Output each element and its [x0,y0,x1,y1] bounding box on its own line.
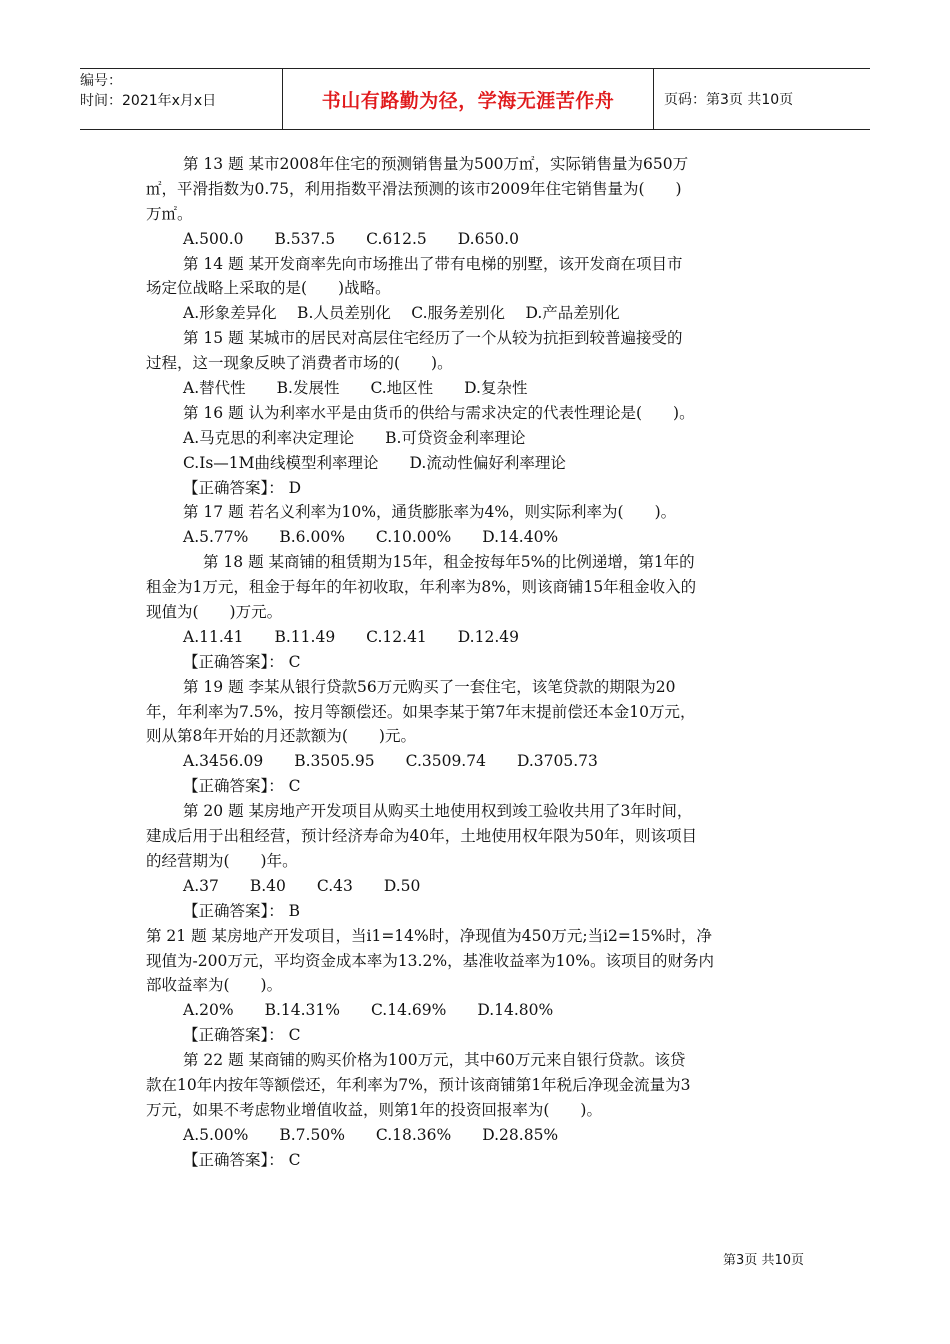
footer-page-number: 第3页 共10页 [723,1253,804,1268]
text-line: C.Is—1M曲线模型利率理论 D.流动性偏好利率理论 [183,453,566,472]
text-line: 【正确答案】： B [183,901,301,920]
text-line: 第 19 题 李某从银行贷款56万元购买了一套住宅，该笔贷款的期限为20 [183,677,676,696]
text-line: 【正确答案】： D [183,478,302,497]
date-label: 时间：2021年x月x日 [80,93,217,109]
text-line: A.替代性 B.发展性 C.地区性 D.复杂性 [183,379,528,398]
header-meta [80,69,282,129]
text-line: A.3456.09 B.3505.95 C.3509.74 D.3705.73 [183,752,598,771]
text-line: A.形象差异化 B.人员差别化 C.服务差别化 D.产品差别化 [183,304,620,323]
text-line: 第 22 题 某商铺的购买价格为100万元，其中60万元来自银行贷款。该贷 [183,1051,686,1070]
text-line: 现值为( )万元。 [146,603,283,622]
text-line: 场定位战略上采取的是( )战略。 [146,279,391,298]
text-line: 款在10年内按年等额偿还，年利率为7%，预计该商铺第1年税后净现金流量为3 [146,1075,691,1094]
text-line: A.20% B.14.31% C.14.69% D.14.80% [183,1001,554,1020]
text-line: 万元，如果不考虑物业增值收益，则第1年的投资回报率为( )。 [146,1100,602,1119]
text-line: 第 18 题 某商铺的租赁期为15年，租金按每年5%的比例递增，第1年的 [203,553,695,572]
text-line: 租金为1万元，租金于每年的年初收取，年利率为8%，则该商铺15年租金收入的 [146,578,697,597]
text-line: 第 20 题 某房地产开发项目从购买土地使用权到竣工验收共用了3年时间， [183,802,693,821]
text-line: A.5.00% B.7.50% C.18.36% D.28.85% [183,1125,559,1144]
text-line: 现值为-200万元，平均资金成本率为13.2%，基准收益率为10%。该项目的财务内 [146,951,715,970]
text-line: 第 21 题 某房地产开发项目，当i1=14%时，净现值为450万元;当i2=15%时，净 [146,926,712,945]
text-line: 【正确答案】： C [183,777,301,796]
text-line: 的经营期为( )年。 [146,851,298,870]
text-line: A.37 B.40 C.43 D.50 [183,876,421,895]
header-motto: 书山有路勤为径，学海无涯苦作舟 [282,69,654,129]
number-label: 编号： [80,73,122,89]
text-line: 第 14 题 某开发商率先向市场推出了带有电梯的别墅，该开发商在项目市 [183,254,683,273]
text-line: 【正确答案】： C [183,652,301,671]
text-line: 过程，这一现象反映了消费者市场的( )。 [146,354,453,373]
document-body [146,152,814,1173]
text-line: 第 16 题 认为利率水平是由货币的供给与需求决定的代表性理论是( )。 [183,403,695,422]
text-line: 第 15 题 某城市的居民对高层住宅经历了一个从较为抗拒到较普遍接受的 [183,329,683,348]
text-line: 部收益率为( )。 [146,976,283,995]
text-line: 第 17 题 若名义利率为10%，通货膨胀率为4%，则实际利率为( )。 [183,503,677,522]
text-line: 【正确答案】： C [183,1150,301,1169]
text-line: 建成后用于出租经营，预计经济寿命为40年，土地使用权年限为50年，则该项目 [146,827,697,846]
text-line: A.500.0 B.537.5 C.612.5 D.650.0 [183,229,519,248]
text-line: 年，年利率为7.5%，按月等额偿还。如果李某于第7年末提前偿还本金10万元， [146,702,696,721]
text-line: A.5.77% B.6.00% C.10.00% D.14.40% [183,528,559,547]
text-line: 则从第8年开始的月还款额为( )元。 [146,727,416,746]
text-line: A.11.41 B.11.49 C.12.41 D.12.49 [183,627,519,646]
text-line: 第 13 题 某市2008年住宅的预测销售量为500万㎡，实际销售量为650万 [183,155,689,173]
text-line: 万㎡。 [146,204,193,223]
header-page-number: 页码：第3页 共10页 [664,92,794,108]
text-line: 【正确答案】： C [183,1026,301,1045]
text-line: A.马克思的利率决定理论 B.可贷资金利率理论 [183,428,526,447]
page-header [80,68,870,130]
text-line: ㎡，平滑指数为0.75，利用指数平滑法预测的该市2009年住宅销售量为( ) [146,179,682,198]
